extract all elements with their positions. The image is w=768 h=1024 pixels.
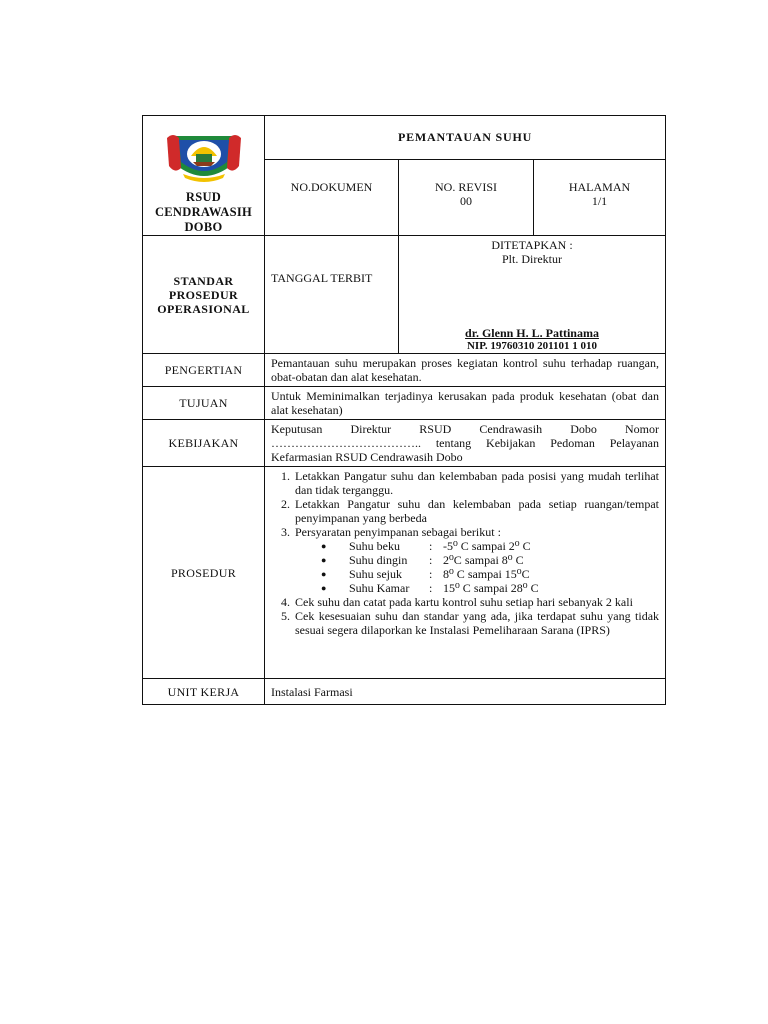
signature-cell <box>399 236 666 354</box>
halaman-cell <box>534 159 666 235</box>
halaman-label: HALAMAN <box>568 179 631 194</box>
temperature-item <box>347 553 659 567</box>
temperature-range: -5⁰ C sampai 2⁰ C <box>443 539 531 553</box>
signer-name: dr. Glenn H. L. Pattinama <box>465 326 599 340</box>
temperature-name: Suhu sejuk <box>349 567 403 581</box>
sop-type-line1: STANDAR <box>173 273 234 288</box>
temperature-colon: : <box>429 553 433 567</box>
no-revisi-value: 00 <box>460 193 472 208</box>
prosedur-step-2: 2. Letakkan Pangatur suhu dan kelembaban pada setiap ruangan/tempat penyimpanan yang berbeda <box>293 497 659 525</box>
tanggal-terbit-label: TANGGAL TERBIT <box>271 271 373 285</box>
prosedur-steps <box>271 469 659 637</box>
temperature-item <box>347 581 659 595</box>
prosedur-step-3-text: Persyaratan penyimpanan sebagai berikut : <box>295 525 501 539</box>
tujuan-text: Untuk Meminimalkan terjadinya kerusakan pada produk kesehatan (obat dan alat kesehatan) <box>265 387 666 420</box>
temperature-list <box>295 539 659 595</box>
kebijakan-label: KEBIJAKAN <box>143 420 265 467</box>
temperature-colon: : <box>429 539 433 553</box>
temperature-name: Suhu Kamar <box>349 581 410 595</box>
temperature-colon: : <box>429 567 433 581</box>
no-dokumen-label: NO.DOKUMEN <box>290 179 373 194</box>
prosedur-step-5: 5. Cek kesesuaian suhu dan standar yang ada, jika terdapat suhu yang tidak sesuai segera dilaporkan ke Instalasi Pemeliharaan Sarana (IPRS) <box>293 609 659 637</box>
temperature-name: Suhu beku <box>349 539 400 553</box>
pengertian-text: Pemantauan suhu merupakan proses kegiatan kontrol suhu terhadap ruangan, obat-obatan dan alat kesehatan. <box>265 354 666 387</box>
temperature-name: Suhu dingin <box>349 553 408 567</box>
halaman-value: 1/1 <box>591 193 608 208</box>
prosedur-step-4: 4. Cek suhu dan catat pada kartu kontrol suhu setiap hari sebanyak 2 kali <box>293 595 659 609</box>
temperature-item <box>347 567 659 581</box>
no-revisi-label: NO. REVISI <box>435 179 497 194</box>
prosedur-step-1: 1. Letakkan Pangatur suhu dan kelembaban pada posisi yang mudah terlihat dan tidak terganggu. <box>293 469 659 497</box>
unit-kerja-text: Instalasi Farmasi <box>265 679 666 705</box>
signer-nip: NIP. 19760310 201101 1 010 <box>466 340 598 352</box>
prosedur-content <box>265 467 666 679</box>
tanggal-terbit-cell <box>265 236 399 354</box>
sop-type-line3: OPERASIONAL <box>157 301 250 316</box>
pengertian-label: PENGERTIAN <box>143 354 265 387</box>
temperature-range: 15⁰ C sampai 28⁰ C <box>443 581 539 595</box>
unit-kerja-label: UNIT KERJA <box>143 679 265 705</box>
prosedur-label: PROSEDUR <box>143 467 265 679</box>
temperature-colon: : <box>429 581 433 595</box>
hospital-cell <box>143 116 265 236</box>
sop-type-line2: PROSEDUR <box>168 287 239 302</box>
document-title: PEMANTAUAN SUHU <box>265 116 666 160</box>
hospital-name-line1: RSUD <box>185 190 222 204</box>
hospital-name-line2: CENDRAWASIH <box>154 205 253 219</box>
temperature-item <box>347 539 659 553</box>
hospital-name-line3: DOBO <box>184 220 223 234</box>
signer-title: Plt. Direktur <box>502 252 562 266</box>
no-revisi-cell <box>399 159 534 235</box>
ditetapkan-label: DITETAPKAN : <box>491 238 573 252</box>
tujuan-label: TUJUAN <box>143 387 265 420</box>
temperature-range: 2⁰C sampai 8⁰ C <box>443 553 524 567</box>
temperature-range: 8⁰ C sampai 15⁰C <box>443 567 530 581</box>
sop-table <box>142 115 666 705</box>
sop-type-cell <box>143 236 265 354</box>
prosedur-step-3 <box>293 525 659 595</box>
kebijakan-text: Keputusan Direktur RSUD Cendrawasih Dobo Nomor ……………………………….. tentang Kebijakan Pedoman Pelayanan Kefarmasian RSUD Cendrawasih Dobo <box>265 420 666 467</box>
no-dokumen-cell <box>265 159 399 235</box>
hospital-logo <box>163 130 245 186</box>
